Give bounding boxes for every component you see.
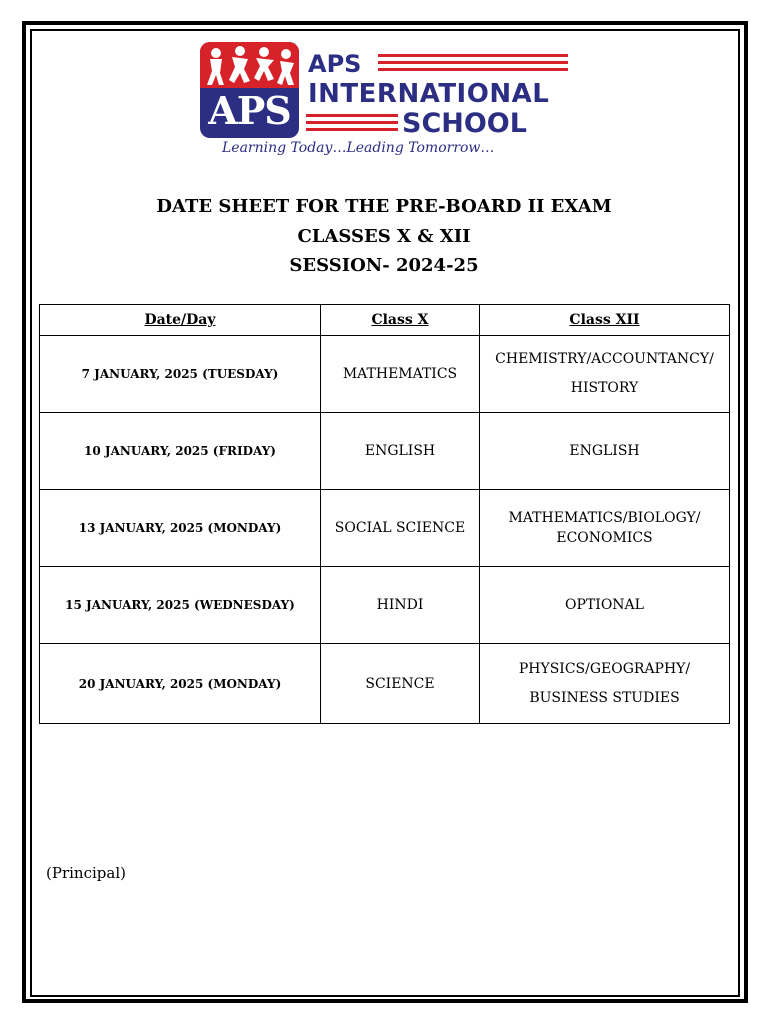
logo-tagline: Learning Today…Leading Tomorrow… <box>222 140 495 156</box>
logo-stripe <box>306 114 398 117</box>
logo-stripe <box>378 61 568 64</box>
cell-date: 15 JANUARY, 2025 (WEDNESDAY) <box>40 567 321 644</box>
table-row <box>40 336 730 413</box>
table-row <box>40 490 730 567</box>
cell-class-x: ENGLISH <box>321 413 480 490</box>
cell-class-xii: PHYSICS/GEOGRAPHY/ BUSINESS STUDIES <box>480 644 730 724</box>
cell-date: 10 JANUARY, 2025 (FRIDAY) <box>40 413 321 490</box>
school-name-line1: APS <box>308 50 362 78</box>
title-line1: DATE SHEET FOR THE PRE-BOARD II EXAM <box>156 196 612 217</box>
cell-class-xii: MATHEMATICS/BIOLOGY/ ECONOMICS <box>480 490 730 567</box>
date-sheet-table <box>39 304 730 724</box>
table-row <box>40 644 730 724</box>
children-figures-icon <box>204 45 296 87</box>
cell-class-x: SOCIAL SCIENCE <box>321 490 480 567</box>
header-class-x: Class X <box>321 305 480 336</box>
title-line2: CLASSES X & XII <box>297 225 471 247</box>
cell-class-x: HINDI <box>321 567 480 644</box>
principal-signature-label: (Principal) <box>46 864 126 882</box>
logo-stripe <box>306 128 398 131</box>
cell-class-xii: ENGLISH <box>480 413 730 490</box>
table-row <box>40 567 730 644</box>
cell-class-x: SCIENCE <box>321 644 480 724</box>
logo-badge <box>200 42 299 138</box>
logo-stripe <box>378 68 568 71</box>
title-line3: SESSION- 2024-25 <box>289 255 479 276</box>
cell-date: 7 JANUARY, 2025 (TUESDAY) <box>40 336 321 413</box>
header-class-xii: Class XII <box>480 305 730 336</box>
logo-stripe <box>306 121 398 124</box>
cell-class-xii: OPTIONAL <box>480 567 730 644</box>
table-header-row <box>40 305 730 336</box>
cell-date: 13 JANUARY, 2025 (MONDAY) <box>40 490 321 567</box>
cell-date: 20 JANUARY, 2025 (MONDAY) <box>40 644 321 724</box>
table-row <box>40 413 730 490</box>
school-logo <box>200 42 580 164</box>
cell-class-xii: CHEMISTRY/ACCOUNTANCY/ HISTORY <box>480 336 730 413</box>
logo-stripe <box>378 54 568 57</box>
header-date-day: Date/Day <box>40 305 321 336</box>
logo-badge-text: APS <box>208 88 291 133</box>
school-name-line2: INTERNATIONAL <box>308 79 550 109</box>
school-name-line3: SCHOOL <box>402 108 527 139</box>
document-title <box>0 192 768 281</box>
cell-class-x: MATHEMATICS <box>321 336 480 413</box>
